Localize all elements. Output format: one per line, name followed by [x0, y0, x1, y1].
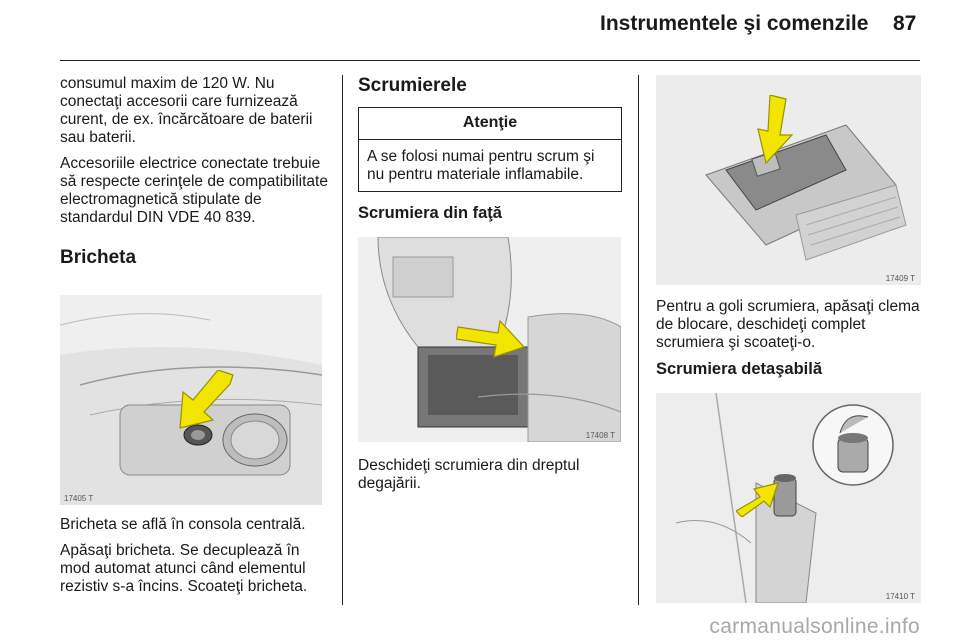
- column-right: [656, 298, 921, 379]
- figure-cigarette-lighter: [60, 295, 322, 505]
- column-divider: [638, 75, 639, 605]
- figure-front-ashtray: [358, 237, 621, 442]
- figure-code: 17405 T: [64, 494, 94, 503]
- paragraph: Deschideţi scrumiera din dreptul degajării.: [358, 457, 580, 492]
- figure-ashtray-emptying: [656, 75, 921, 285]
- figure-removable-ashtray: [656, 393, 921, 603]
- arrow-icon: [756, 95, 796, 165]
- column-middle-lower: [358, 457, 623, 501]
- watermark: carmanualsonline.info: [709, 615, 920, 638]
- column-left: [60, 75, 330, 269]
- paragraph: Bricheta se află în consola centrală.: [60, 516, 306, 533]
- subheading-removable-ashtray: Scrumiera detaşabilă: [656, 360, 822, 378]
- section-heading-bricheta: Bricheta: [60, 247, 137, 268]
- section-heading-scrumierele: Scrumierele: [358, 75, 467, 96]
- figure-code: 17410 T: [885, 592, 915, 601]
- arrow-icon: [456, 317, 526, 359]
- warning-title: Atenţie: [359, 108, 621, 140]
- warning-text: A se folosi numai pentru scrum şi nu pentru materiale inflamabile.: [367, 148, 595, 183]
- figure-code: 17408 T: [585, 431, 615, 440]
- paragraph: consumul maxim de 120 W. Nu conectaţi accesorii care furnizează curent, de ex. încărcătoare de baterii sau baterii.: [60, 75, 313, 146]
- column-middle: [358, 75, 623, 223]
- header-rule: [60, 60, 920, 61]
- column-divider: [342, 75, 343, 605]
- column-left-lower: [60, 516, 330, 604]
- figure-code: 17409 T: [885, 274, 915, 283]
- arrow-icon: [178, 370, 238, 430]
- warning-box: [358, 107, 622, 192]
- page-header-title: Instrumentele şi comenzile: [600, 12, 869, 35]
- removable-ashtray-illustration: [656, 393, 921, 603]
- page-number: 87: [893, 12, 917, 35]
- paragraph: Pentru a goli scrumiera, apăsaţi clema de blocare, deschideţi complet scrumiera şi scoateţi-o.: [656, 298, 920, 351]
- subheading-front-ashtray: Scrumiera din faţă: [358, 204, 502, 222]
- arrow-icon: [736, 481, 780, 517]
- paragraph: Accesoriile electrice conectate trebuie să respecte cerinţele de compatibilitate electromagnetică stipulate de standardul DIN VDE 40 839.: [60, 155, 328, 226]
- paragraph: Apăsaţi bricheta. Se decuplează în mod automat atunci când elementul rezistiv s-a încins. Scoateţi bricheta.: [60, 542, 308, 595]
